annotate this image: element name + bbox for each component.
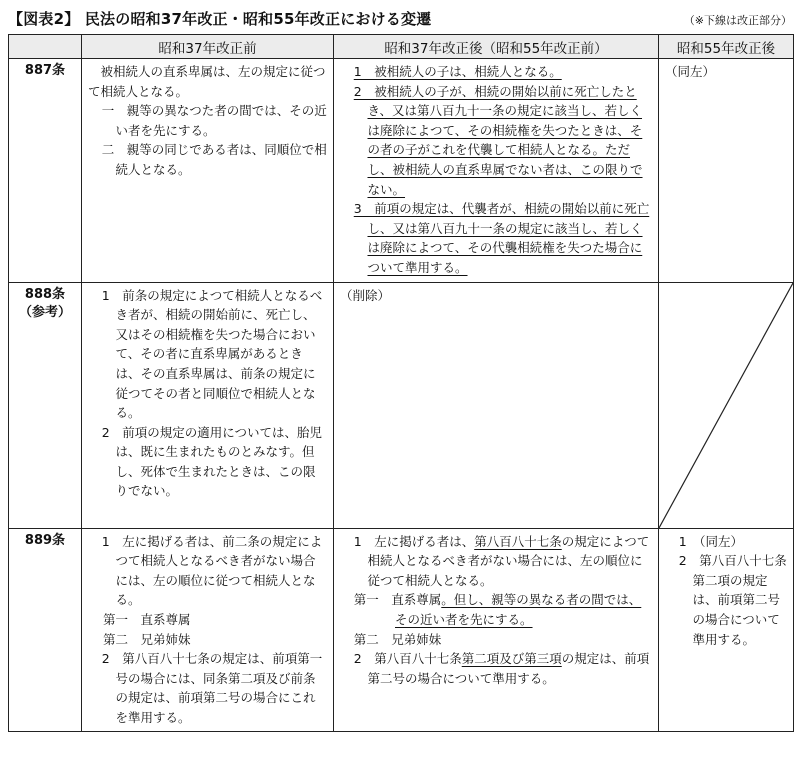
text-segment: の規定は、前項第二号の場合について準用する。 — [367, 651, 650, 686]
provision-text: 第二 兄弟姉妹 — [103, 631, 191, 647]
column-header-article — [9, 35, 82, 59]
deleted-marker: （削除） — [340, 287, 391, 303]
provision-text: 2 前項の規定の適用については、胎児は、既に生まれたものとみなす。但し、死体で生まれたときは、この限りでない。 — [101, 424, 322, 499]
header-row — [9, 35, 794, 59]
figure-title: 【図表2】 民法の昭和37年改正・昭和55年改正における変遷 — [8, 10, 432, 28]
provision-text: 一 親等の異なつた者の間では、その近い者を先にする。 — [101, 103, 327, 138]
column-header-after-s55: 昭和55年改正後 — [659, 35, 794, 59]
column-header-before-s37: 昭和37年改正前 — [82, 35, 334, 59]
article-label: 889条 — [24, 532, 66, 548]
article-cell — [9, 59, 82, 283]
text-segment: 第一 直系尊属 — [353, 592, 442, 608]
text-segment: 1 左に掲げる者は、 — [353, 533, 475, 549]
underline-note: （※下線は改正部分） — [683, 14, 792, 27]
provision-text — [340, 532, 652, 591]
amended-text-segment: 第八百八十七条 — [474, 533, 562, 549]
table-row-889 — [9, 528, 794, 732]
after-s37-cell — [334, 528, 659, 732]
after-s55-cell — [659, 528, 794, 732]
provision-text — [340, 590, 652, 629]
article-cell — [9, 282, 82, 528]
provision-text: 第一 直系尊属 — [103, 611, 191, 627]
provision-text: 1 （同左） — [678, 533, 743, 549]
column-header-after-s37: 昭和37年改正後（昭和55年改正前） — [334, 35, 659, 59]
provision-text: 1 左に掲げる者は、前二条の規定によつて相続人となるべき者がない場合には、左の順位に従つて相続人となる。 — [101, 533, 323, 608]
after-s55-cell-empty — [659, 282, 794, 528]
amended-provision-text: 3 前項の規定は、代襲者が、相続の開始以前に死亡し、又は第八百九十一条の規定に該当し、若しくは廃除によつて、その代襲相続権を失つた場合について準用する。 — [353, 201, 650, 275]
table-row-887 — [9, 59, 794, 283]
amended-provision-text: 2 被相続人の子が、相続の開始以前に死亡したとき、又は第八百九十一条の規定に該当し、若しくは廃除によつて、その相続権を失つたときは、その者の子がこれを代襲して相続人となる。ただし、被相続人の直系卑属でない者は、この限りでない。 — [353, 83, 643, 197]
provision-text: 2 第八百八十七条第二項の規定は、前項第二号の場合について準用する。 — [678, 553, 787, 647]
before-s37-cell — [82, 282, 334, 528]
provision-text: 二 親等の同じである者は、同順位で相続人となる。 — [101, 142, 327, 177]
comparison-table — [8, 34, 794, 732]
table-row-888 — [9, 282, 794, 528]
article-cell — [9, 528, 82, 732]
article-label: 888条 — [24, 286, 66, 302]
diagonal-strike — [659, 283, 793, 528]
provision-text: 2 第八百八十七条の規定は、前項第一号の場合には、同条第二項及び前条の規定は、前項第二号の場合にこれを準用する。 — [101, 651, 323, 725]
article-sublabel: （参考） — [18, 304, 71, 320]
after-s37-cell — [334, 282, 659, 528]
after-s55-cell — [659, 59, 794, 283]
before-s37-cell — [82, 528, 334, 732]
provision-text — [340, 649, 652, 688]
text-segment: 2 第八百八十七条 — [353, 651, 462, 667]
provision-text: 第二 兄弟姉妹 — [353, 631, 442, 647]
amended-text-segment: 。但し、親等の異なる者の間では、その近い者を先にする。 — [395, 592, 642, 627]
amended-text-segment: 第二項及び第三項 — [461, 651, 562, 667]
amended-provision-text: 1 被相続人の子は、相続人となる。 — [353, 64, 562, 79]
diagonal-line-graphic — [659, 283, 793, 528]
text-segment: の規定によつて相続人となるべき者がない場合には、左の順位に従つて相続人となる。 — [367, 533, 650, 588]
provision-text: 被相続人の直系卑属は、左の規定に従つて相続人となる。 — [88, 64, 326, 99]
before-s37-cell — [82, 59, 334, 283]
after-s37-cell — [334, 59, 659, 283]
provision-text: 1 前条の規定によつて相続人となるべき者が、相続の開始前に、死亡し、又はその相続権を失つた場合において、その者に直系卑属があるときは、その直系卑属は、前条の規定に従つてその者と同順位で相続人となる。 — [101, 287, 323, 421]
provision-text: （同左） — [665, 64, 716, 79]
article-label: 887条 — [24, 63, 66, 78]
figure-header — [8, 8, 792, 30]
